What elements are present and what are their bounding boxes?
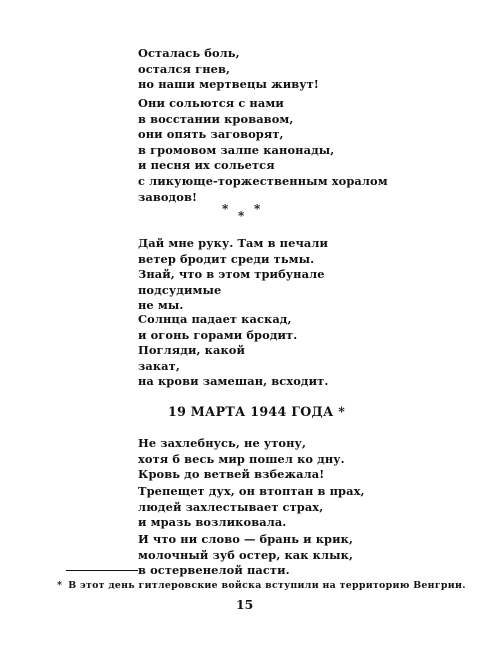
footnote-text: В этот день гитлеровские войска вступили на территорию Венгрии. [68, 580, 466, 591]
section-separator [222, 201, 266, 223]
verse-line: Трепещет дух, он втоптан в прах, [138, 484, 365, 498]
verse-line: в остервенелой пасти. [138, 563, 290, 578]
verse-line: Кровь до ветвей взбежала! [138, 467, 325, 482]
asterisk-mark: * [222, 202, 229, 216]
asterisk-mark: * [238, 209, 245, 223]
stanza-1 [138, 46, 319, 93]
verse-line: на крови замешан, всходит. [138, 374, 329, 389]
verse-line: людей захлестывает страх, [138, 499, 324, 514]
stanza-7 [138, 532, 353, 579]
footnote-mark: * [57, 580, 63, 591]
verse-line: Не захлебнусь, не утону, [138, 436, 307, 450]
verse-line: с ликующе-торжественным хоралом [138, 173, 388, 188]
verse-line: в восстании кровавом, [138, 111, 294, 126]
verse-line: Дай мне руку. Там в печали [138, 236, 329, 250]
verse-line: но наши мертвецы живут! [138, 77, 319, 92]
verse-line: ветер бродит среди тьмы. [138, 251, 315, 266]
stanza-5 [138, 436, 345, 483]
verse-line: Погляди, какой [138, 343, 246, 358]
page-number: 15 [236, 597, 254, 612]
verse-line: в громовом залпе канонады, [138, 142, 335, 157]
verse-line: Осталась боль, [138, 46, 240, 60]
verse-line: остался гнев, [138, 61, 231, 76]
verse-line: хотя б весь мир пошел ко дну. [138, 451, 345, 466]
verse-line: и песня их сольется [138, 158, 275, 173]
verse-line: Они сольются с нами [138, 96, 284, 110]
verse-line: Знай, что в этом трибунале [138, 267, 325, 282]
footnote [57, 580, 466, 591]
stanza-2 [138, 96, 388, 205]
verse-line: заводов! [138, 189, 198, 204]
verse-line: закат, [138, 358, 180, 373]
verse-line: и огонь горами бродит. [138, 327, 298, 342]
verse-line: Солнца падает каскад, [138, 312, 292, 326]
footnote-divider [66, 570, 138, 571]
verse-line: подсудимые [138, 282, 222, 297]
verse-line: они опять заговорят, [138, 127, 284, 142]
stanza-3 [138, 236, 328, 314]
verse-line: И что ни слово — брань и крик, [138, 532, 354, 546]
poem-title: 19 МАРТА 1944 ГОДА * [168, 404, 346, 419]
verse-line: молочный зуб остер, как клык, [138, 547, 354, 562]
stanza-4 [138, 312, 328, 390]
asterisk-mark: * [254, 202, 261, 216]
verse-line: и мразь возликовала. [138, 515, 287, 530]
stanza-6 [138, 484, 365, 531]
verse-line: не мы. [138, 298, 184, 313]
